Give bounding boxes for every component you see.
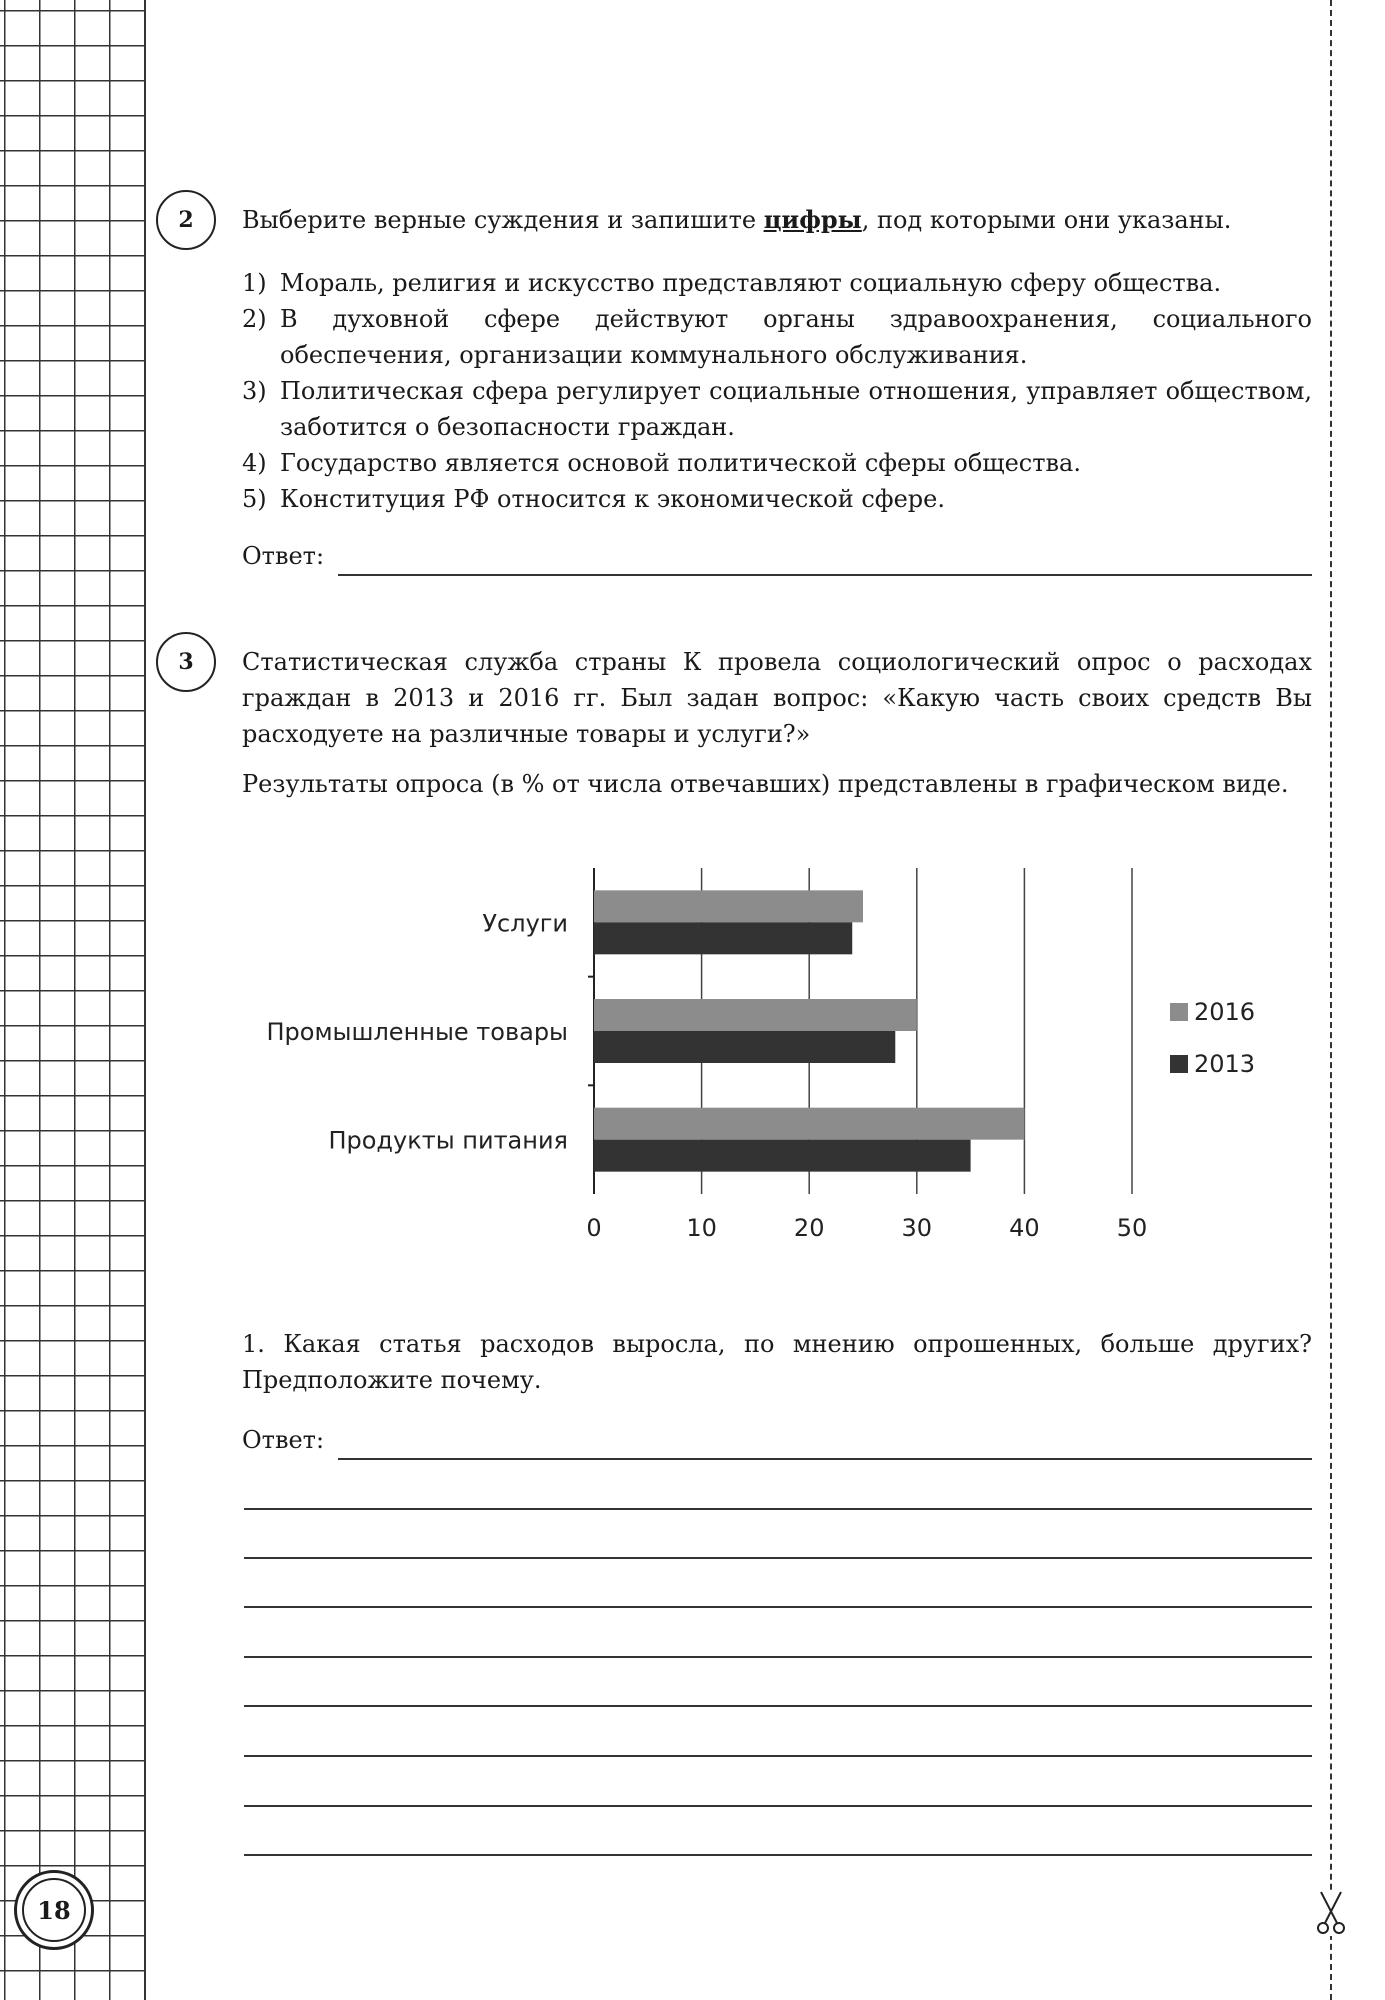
task-2-prompt-before: Выберите верные суждения и запишите — [242, 206, 764, 234]
option-5-text: Конституция РФ относится к экономической сфере. — [280, 485, 945, 513]
option-1-text: Мораль, религия и искусство представляют социальную сферу общества. — [280, 269, 1222, 297]
option-4-text: Государство является основой политической сферы общества. — [280, 449, 1081, 477]
option-5 — [242, 481, 1312, 517]
option-1-num: 1) — [242, 269, 267, 297]
task-2-prompt-emphasis: цифры — [763, 205, 862, 234]
x-tick-label: 40 — [1009, 1214, 1040, 1242]
option-4-num: 4) — [242, 449, 267, 477]
bar-2016 — [594, 890, 863, 922]
margin-grid — [0, 0, 146, 2000]
option-3-text: Политическая сфера регулирует социальные отношения, управляет обществом, заботится о безопасности граждан. — [280, 377, 1312, 441]
option-5-num: 5) — [242, 485, 267, 513]
bar-2013 — [594, 1031, 895, 1063]
option-1 — [242, 265, 1312, 301]
task-3-number: 3 — [156, 632, 216, 692]
answer-line[interactable] — [244, 1656, 1312, 1658]
task-2-answer-label: Ответ: — [242, 542, 325, 570]
bar-2016 — [594, 999, 917, 1031]
task-3-answer-row — [242, 1426, 1312, 1462]
option-2-num: 2) — [242, 305, 267, 333]
bar-2016 — [594, 1108, 1024, 1140]
x-tick-label: 50 — [1116, 1214, 1148, 1242]
answer-line[interactable] — [244, 1755, 1312, 1757]
bar-2013 — [594, 1140, 971, 1172]
option-3-num: 3) — [242, 377, 267, 405]
x-tick-label: 30 — [901, 1214, 933, 1242]
bar-2013 — [594, 922, 852, 954]
x-tick-label: 0 — [586, 1214, 602, 1242]
category-label: Услуги — [482, 909, 568, 938]
task-3-intro: Статистическая служба страны К провела социологический опрос о расходах граждан в 2013 и 2016 гг. Был задан вопрос: «Какую часть своих средств Вы расходуете на различные товары и услуги?» — [242, 648, 1312, 748]
answer-line[interactable] — [244, 1705, 1312, 1707]
legend-label: 2013 — [1194, 1050, 1256, 1078]
task-3-answer-label: Ответ: — [242, 1426, 325, 1454]
page-number-badge — [14, 1870, 94, 1950]
answer-line[interactable] — [244, 1854, 1312, 1856]
legend-swatch — [1170, 1055, 1188, 1073]
cut-line — [1330, 0, 1332, 2000]
task-3-answer-line[interactable] — [338, 1458, 1312, 1460]
bar-chart — [240, 848, 1320, 1278]
x-tick-label: 20 — [793, 1214, 825, 1242]
x-tick-label: 10 — [686, 1214, 717, 1242]
chart — [240, 848, 1320, 1278]
task-2-answer-line[interactable] — [338, 574, 1312, 576]
answer-line[interactable] — [244, 1805, 1312, 1807]
answer-line[interactable] — [244, 1606, 1312, 1608]
scissors-icon — [1313, 1890, 1349, 1936]
option-3 — [242, 373, 1312, 445]
task-2-prompt-after: , под которыми они указаны. — [861, 206, 1232, 234]
legend-swatch — [1170, 1003, 1188, 1021]
option-2 — [242, 301, 1312, 373]
answer-line[interactable] — [244, 1557, 1312, 1559]
task-2-answer-row — [242, 542, 1312, 578]
answer-line[interactable] — [244, 1508, 1312, 1510]
task-2-options — [242, 265, 1312, 517]
category-label: Продукты питания — [328, 1126, 568, 1155]
option-4 — [242, 445, 1312, 481]
option-2-text: В духовной сфере действуют органы здравоохранения, социального обеспечения, организации коммунального обслуживания. — [280, 305, 1312, 369]
task-3-results: Результаты опроса (в % от числа отвечавших) представлены в графическом виде. — [242, 770, 1289, 798]
legend-label: 2016 — [1194, 998, 1256, 1026]
task-2-prompt — [242, 202, 1312, 238]
task-3-question: 1. Какая статья расходов выросла, по мнению опрошенных, больше других? Предположите почему. — [242, 1330, 1312, 1394]
task-2-number: 2 — [156, 190, 216, 250]
page-number: 18 — [22, 1878, 86, 1942]
category-label: Промышленные товары — [266, 1018, 568, 1046]
